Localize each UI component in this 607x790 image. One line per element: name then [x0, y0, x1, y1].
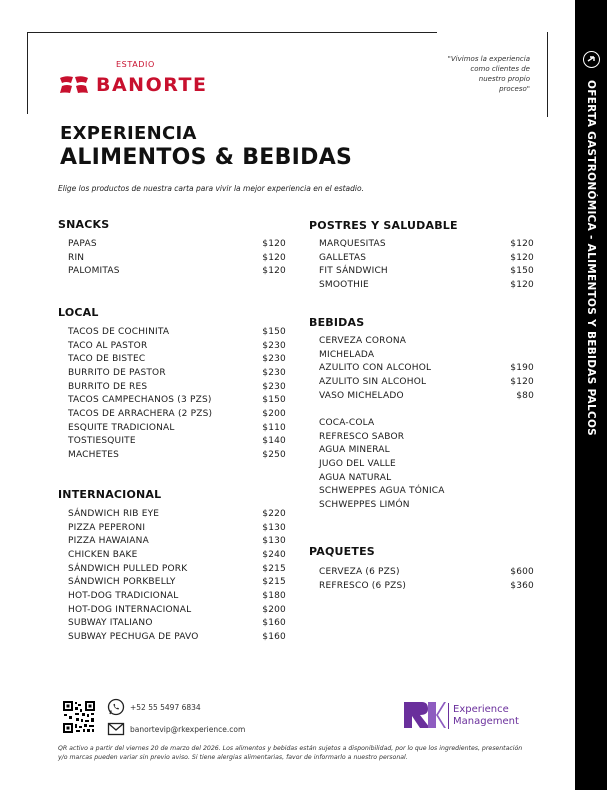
banorte-mark-icon [58, 74, 90, 96]
menu-item-price: $600 [510, 566, 534, 577]
menu-item-name: COCA-COLA [319, 417, 375, 428]
quote-line: como clientes de [470, 65, 530, 73]
menu-item-name: HOT-DOG TRADICIONAL [68, 590, 179, 601]
menu-item-price: $120 [262, 238, 286, 249]
logo-small-text: ESTADIO [116, 60, 155, 69]
menu-item-name: MARQUESITAS [319, 238, 386, 249]
menu-item-price: $150 [262, 326, 286, 337]
menu-item-price: $120 [510, 238, 534, 249]
menu-item [319, 579, 534, 593]
menu-item-name: CERVEZA (6 PZS) [319, 566, 400, 577]
whatsapp-icon[interactable] [107, 698, 125, 716]
menu-item [319, 251, 534, 265]
menu-item-name: TACO DE BISTEC [68, 354, 146, 365]
menu-item [319, 416, 534, 430]
menu-item [319, 565, 534, 579]
menu-item-name: RIN [68, 252, 85, 263]
menu-item-price: $150 [510, 266, 534, 277]
menu-item [68, 264, 286, 278]
menu-item [319, 361, 534, 375]
paquetes-list [319, 565, 534, 592]
local-list [68, 325, 286, 462]
menu-item-name: CHICKEN BAKE [68, 549, 138, 560]
menu-item-price: $230 [262, 354, 286, 365]
menu-item [68, 589, 286, 603]
menu-item-name: BURRITO DE PASTOR [68, 367, 166, 378]
menu-item-price: $360 [510, 580, 534, 591]
menu-item-price: $200 [262, 408, 286, 419]
menu-item-price: $220 [262, 508, 286, 519]
menu-item [319, 430, 534, 444]
menu-item [319, 278, 534, 292]
menu-item-price: $250 [262, 450, 286, 461]
menu-item-name: PAPAS [68, 238, 97, 249]
menu-item-price: $120 [262, 266, 286, 277]
menu-item-name: TACOS DE COCHINITA [68, 326, 170, 337]
rk-logo-icon [402, 700, 446, 730]
menu-item [68, 534, 286, 548]
menu-item [68, 507, 286, 521]
menu-item-price: $140 [262, 436, 286, 447]
menu-item [319, 237, 534, 251]
menu-item [68, 352, 286, 366]
page-title: ALIMENTOS & BEBIDAS [60, 145, 353, 170]
menu-item-price: $180 [262, 590, 286, 601]
menu-item [68, 448, 286, 462]
frame-line-right [547, 32, 548, 117]
menu-item-name: PALOMITAS [68, 266, 120, 277]
menu-item-name: AZULITO CON ALCOHOL [319, 363, 432, 374]
menu-item [68, 237, 286, 251]
snacks-list [68, 237, 286, 278]
menu-item-name: TOSTIESQUITE [68, 436, 136, 447]
menu-item-name: AZULITO SIN ALCOHOL [319, 376, 427, 387]
menu-item-name: MACHETES [68, 450, 119, 461]
menu-item-name: FIT SÁNDWICH [319, 266, 388, 277]
menu-item-price: $160 [262, 632, 286, 643]
menu-item-name: SUBWAY ITALIANO [68, 618, 153, 629]
menu-item-price: $215 [262, 577, 286, 588]
menu-item-name: PIZZA HAWAIANA [68, 536, 149, 547]
menu-item-price: $230 [262, 340, 286, 351]
menu-item-name: CERVEZA CORONA [319, 335, 407, 346]
menu-item-price: $200 [262, 604, 286, 615]
menu-item [319, 484, 534, 498]
menu-item [68, 251, 286, 265]
quote [410, 54, 530, 94]
menu-item-name: AGUA NATURAL [319, 472, 392, 483]
menu-item-name: ESQUITE TRADICIONAL [68, 422, 175, 433]
bebidas-list-2 [319, 416, 534, 512]
menu-item-name: REFRESCO (6 PZS) [319, 580, 407, 591]
footnote: QR activo a partir del viernes 20 de marzo del 2026. Los alimentos y bebidas están sujetos a disponibilidad, por lo que los ingredientes, presentación y/o marcas pueden variar sin previo aviso. Si tiene alergias alimentarias, favor de informarlo a nuestro personal. [58, 745, 523, 761]
menu-item-price: $120 [510, 376, 534, 387]
menu-item-name: SÁNDWICH PULLED PORK [68, 563, 188, 574]
menu-item-price: $110 [262, 422, 286, 433]
postres-list [319, 237, 534, 292]
section-title-paquetes: PAQUETES [309, 545, 375, 558]
qr-code-icon[interactable] [62, 700, 96, 734]
logo-text: BANORTE [96, 74, 208, 96]
menu-item [319, 443, 534, 457]
menu-item [68, 393, 286, 407]
brand-line-1: Experience [453, 704, 509, 715]
menu-item-name: GALLETAS [319, 252, 367, 263]
quote-line: proceso" [499, 85, 530, 93]
menu-item-price: $120 [510, 252, 534, 263]
menu-item [68, 325, 286, 339]
menu-item [319, 471, 534, 485]
rk-divider [448, 703, 449, 729]
menu-item [319, 375, 534, 389]
menu-item-price: $240 [262, 549, 286, 560]
menu-item [68, 617, 286, 631]
menu-item-name: PIZZA PEPERONI [68, 522, 146, 533]
menu-item-price: $130 [262, 522, 286, 533]
menu-item [68, 548, 286, 562]
menu-item [68, 562, 286, 576]
menu-item-price: $120 [262, 252, 286, 263]
section-title-internacional: INTERNACIONAL [58, 488, 162, 501]
menu-item-price: $190 [510, 363, 534, 374]
section-title-bebidas: BEBIDAS [309, 316, 365, 329]
menu-item [68, 603, 286, 617]
subtitle: Elige los productos de nuestra carta para vivir la mejor experiencia en el estadio. [58, 184, 364, 193]
menu-item-name: SMOOTHIE [319, 279, 369, 290]
menu-item [68, 380, 286, 394]
menu-item [68, 407, 286, 421]
menu-item [319, 348, 534, 362]
brand-line-2: Management [453, 716, 519, 727]
section-title-local: LOCAL [58, 306, 99, 319]
menu-item-name: SCHWEPPES AGUA TÓNICA [319, 486, 445, 497]
bebidas-list [319, 334, 534, 402]
menu-item-price: $130 [262, 536, 286, 547]
menu-item-name: VASO MICHELADO [319, 390, 404, 401]
quote-line: nuestro propio [478, 75, 530, 83]
menu-item-name: REFRESCO SABOR [319, 431, 405, 442]
menu-item-name: JUGO DEL VALLE [319, 458, 396, 469]
menu-item-name: TACOS CAMPECHANOS (3 PZS) [68, 395, 212, 406]
menu-item-name: SÁNDWICH PORKBELLY [68, 577, 176, 588]
menu-item-name: MICHELADA [319, 349, 375, 360]
menu-item-name: SCHWEPPES LIMÓN [319, 499, 410, 510]
menu-item [319, 498, 534, 512]
menu-item-price: $160 [262, 618, 286, 629]
frame-line-top [27, 32, 437, 33]
internacional-list [68, 507, 286, 644]
email-address: banortevip@rkexperience.com [130, 725, 246, 734]
menu-item-price: $80 [516, 390, 534, 401]
menu-item [68, 521, 286, 535]
menu-item-price: $215 [262, 563, 286, 574]
menu-item-name: AGUA MINERAL [319, 445, 390, 456]
menu-item-name: TACO AL PASTOR [68, 340, 148, 351]
menu-item [68, 630, 286, 644]
menu-item [68, 421, 286, 435]
arrow-circle-icon[interactable] [583, 51, 600, 68]
section-title-snacks: SNACKS [58, 218, 110, 231]
section-title-postres: POSTRES Y SALUDABLE [309, 219, 458, 232]
frame-line-left [27, 32, 28, 114]
logo-main [58, 74, 207, 96]
menu-item-price: $230 [262, 367, 286, 378]
menu-item [68, 366, 286, 380]
menu-item [68, 339, 286, 353]
menu-item [68, 575, 286, 589]
quote-line: "Vivimos la experiencia [447, 55, 530, 63]
mail-icon[interactable] [107, 720, 125, 738]
menu-item [319, 389, 534, 403]
menu-item-price: $230 [262, 381, 286, 392]
menu-item-name: HOT-DOG INTERNACIONAL [68, 604, 192, 615]
menu-item-price: $150 [262, 395, 286, 406]
menu-item-price: $120 [510, 279, 534, 290]
menu-item-name: SUBWAY PECHUGA DE PAVO [68, 632, 199, 643]
menu-item [319, 264, 534, 278]
menu-item [319, 457, 534, 471]
menu-item [68, 435, 286, 449]
banorte-logo [58, 60, 238, 100]
menu-item [319, 334, 534, 348]
menu-item-name: TACOS DE ARRACHERA (2 PZS) [68, 408, 213, 419]
sidebar-title: OFERTA GASTRONÓMICA - ALIMENTOS Y BEBIDAS PALCOS [585, 80, 597, 437]
title-line-1: EXPERIENCIA [60, 123, 197, 144]
phone-number: +52 55 5497 6834 [130, 703, 201, 712]
menu-item-name: BURRITO DE RES [68, 381, 148, 392]
menu-item-name: SÁNDWICH RIB EYE [68, 508, 160, 519]
